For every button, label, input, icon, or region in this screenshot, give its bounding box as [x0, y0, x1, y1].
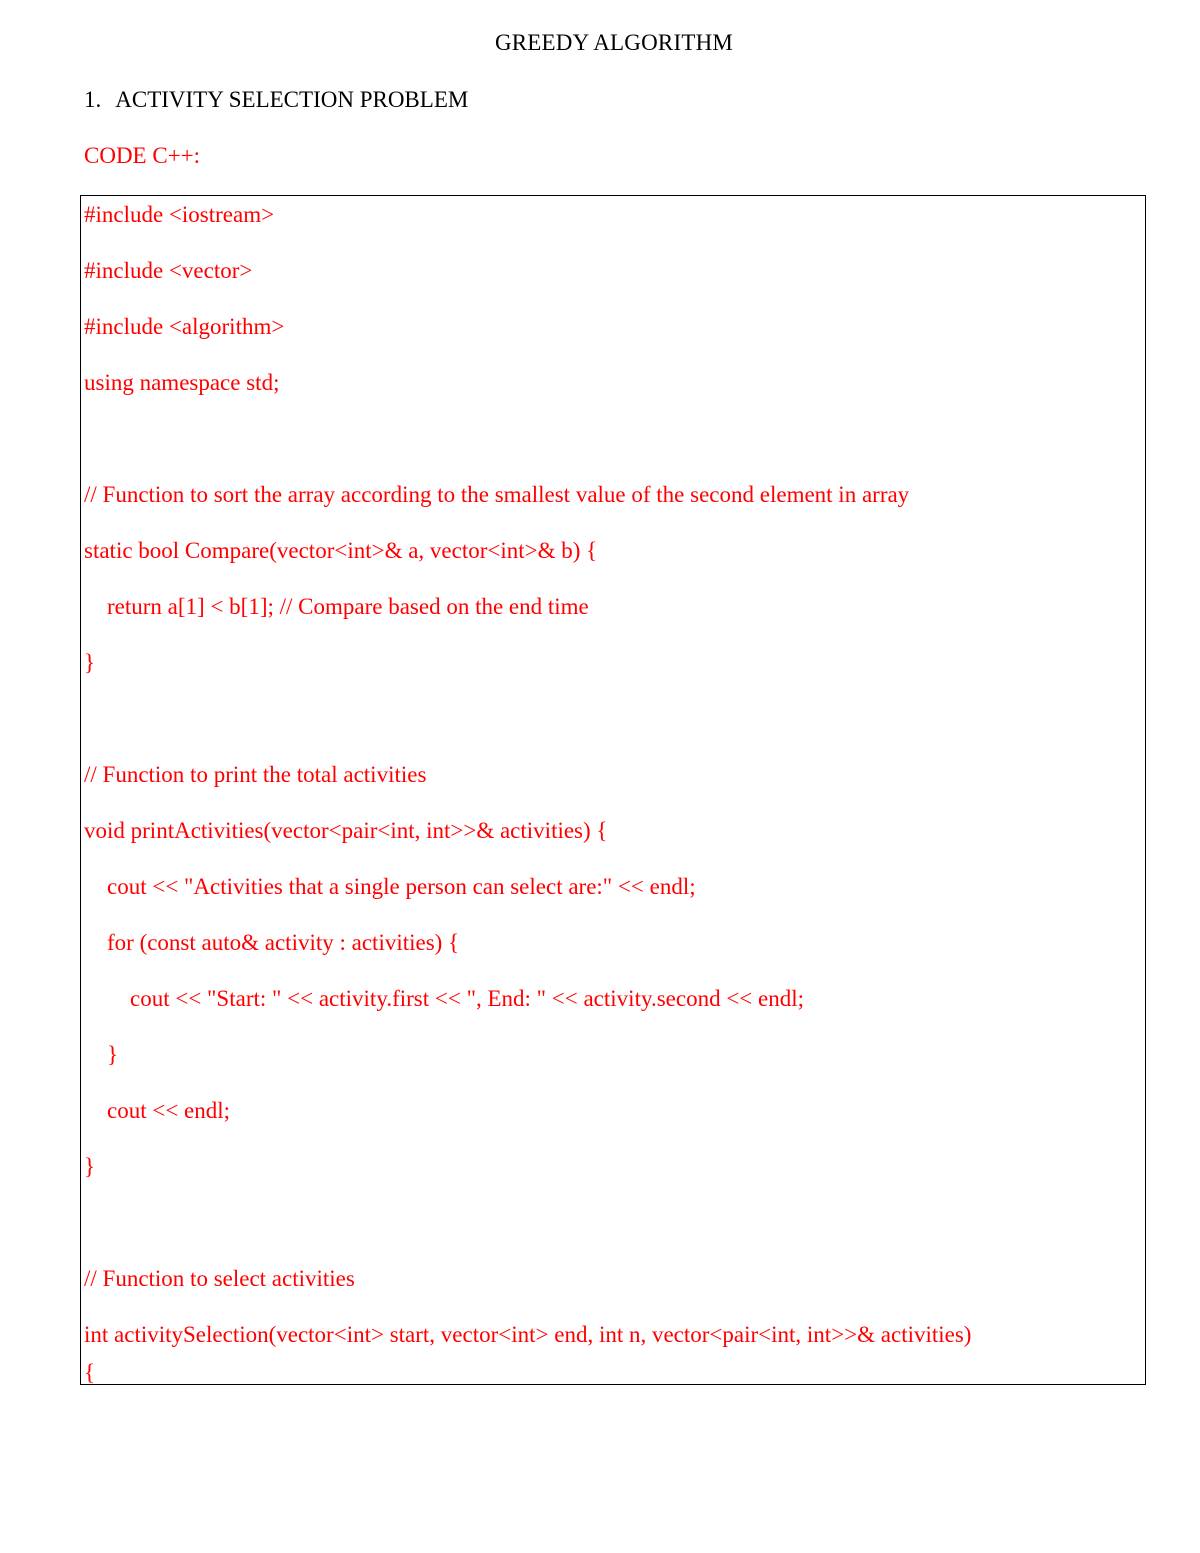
- code-line: cout << "Activities that a single person can select are:" << endl;: [84, 874, 696, 899]
- section-title: ACTIVITY SELECTION PROBLEM: [115, 87, 469, 112]
- code-line: for (const auto& activity : activities) {: [84, 930, 460, 955]
- document-title: GREEDY ALGORITHM: [494, 30, 734, 55]
- code-line: #include <vector>: [84, 258, 253, 283]
- code-line: void printActivities(vector<pair<int, int>>& activities) {: [84, 818, 608, 843]
- code-line: // Function to select activities: [84, 1266, 355, 1291]
- code-line: return a[1] < b[1]; // Compare based on the end time: [84, 594, 589, 619]
- code-line: #include <iostream>: [84, 202, 275, 227]
- code-line: // Function to sort the array according to the smallest value of the second element in array: [84, 482, 910, 507]
- section-heading: [84, 87, 468, 113]
- code-line: {: [84, 1360, 96, 1385]
- code-line: // Function to print the total activities: [84, 762, 427, 787]
- code-line: cout << endl;: [84, 1098, 231, 1123]
- code-line: int activitySelection(vector<int> start, vector<int> end, int n, vector<pair<int, int>>& activities): [84, 1322, 972, 1347]
- section-number: 1.: [84, 87, 102, 112]
- code-line: static bool Compare(vector<int>& a, vector<int>& b) {: [84, 538, 598, 563]
- code-line: }: [84, 1042, 119, 1067]
- code-line: #include <algorithm>: [84, 314, 285, 339]
- code-line: using namespace std;: [84, 370, 280, 395]
- code-line: }: [84, 650, 96, 675]
- code-line: cout << "Start: " << activity.first << ", End: " << activity.second << endl;: [84, 986, 805, 1011]
- code-label: CODE C++:: [84, 143, 201, 168]
- code-line: }: [84, 1154, 96, 1179]
